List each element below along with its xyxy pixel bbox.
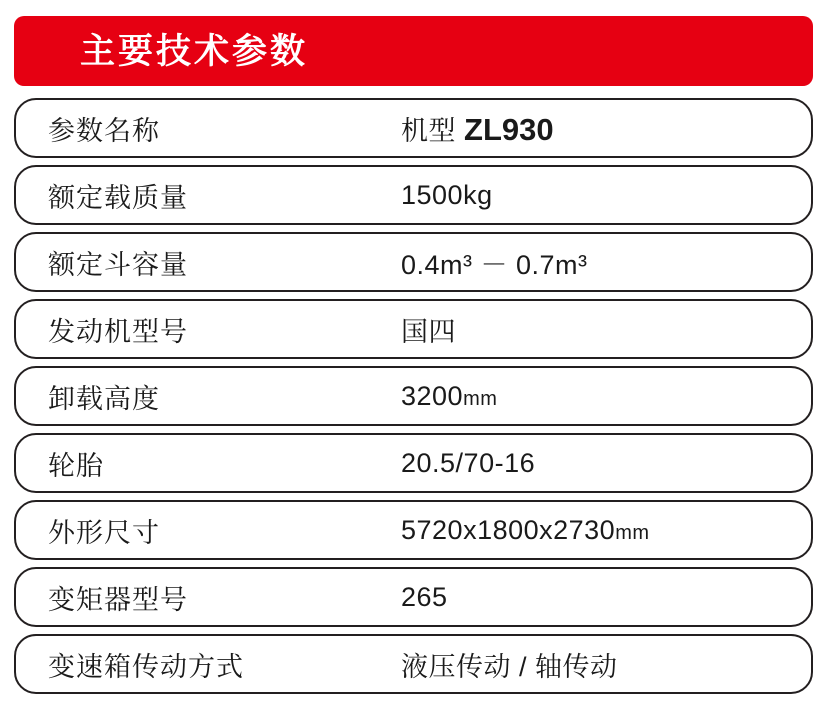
row-value-number: 3200 <box>401 380 464 411</box>
row-label: 额定斗容量 <box>48 249 188 280</box>
table-row <box>14 232 813 292</box>
header-value <box>401 109 811 148</box>
row-value <box>401 515 811 546</box>
spec-table <box>14 98 813 699</box>
row-value: 20.5/70-16 <box>401 447 536 478</box>
row-value-number: 5720x1800x2730 <box>401 514 616 545</box>
model-code: ZL930 <box>464 111 554 147</box>
row-value: 国四 <box>401 316 456 347</box>
row-label: 变矩器型号 <box>48 584 188 615</box>
header-value-prefix: 机型 <box>401 115 465 146</box>
table-row <box>14 500 813 560</box>
row-label: 轮胎 <box>48 450 104 481</box>
table-row <box>14 299 813 359</box>
table-row-header <box>14 98 813 158</box>
table-row <box>14 433 813 493</box>
table-row <box>14 634 813 694</box>
page-title: 主要技术参数 <box>80 31 309 71</box>
row-label: 外形尺寸 <box>48 517 160 548</box>
row-label: 变速箱传动方式 <box>48 651 244 682</box>
row-label: 卸载高度 <box>48 383 160 414</box>
row-value <box>401 381 811 412</box>
table-row <box>14 366 813 426</box>
header-label: 参数名称 <box>48 115 160 146</box>
table-row <box>14 567 813 627</box>
row-value: 液压传动 / 轴传动 <box>401 651 618 682</box>
row-value-unit: mm <box>615 521 650 544</box>
row-value: 265 <box>401 581 448 612</box>
row-value-unit: mm <box>463 387 498 410</box>
row-label: 发动机型号 <box>48 316 188 347</box>
row-value: 0.4m³ － 0.7m³ <box>401 249 588 280</box>
table-row <box>14 165 813 225</box>
spec-title-bar <box>14 16 813 86</box>
row-value: 1500kg <box>401 179 493 210</box>
row-label: 额定载质量 <box>48 182 188 213</box>
